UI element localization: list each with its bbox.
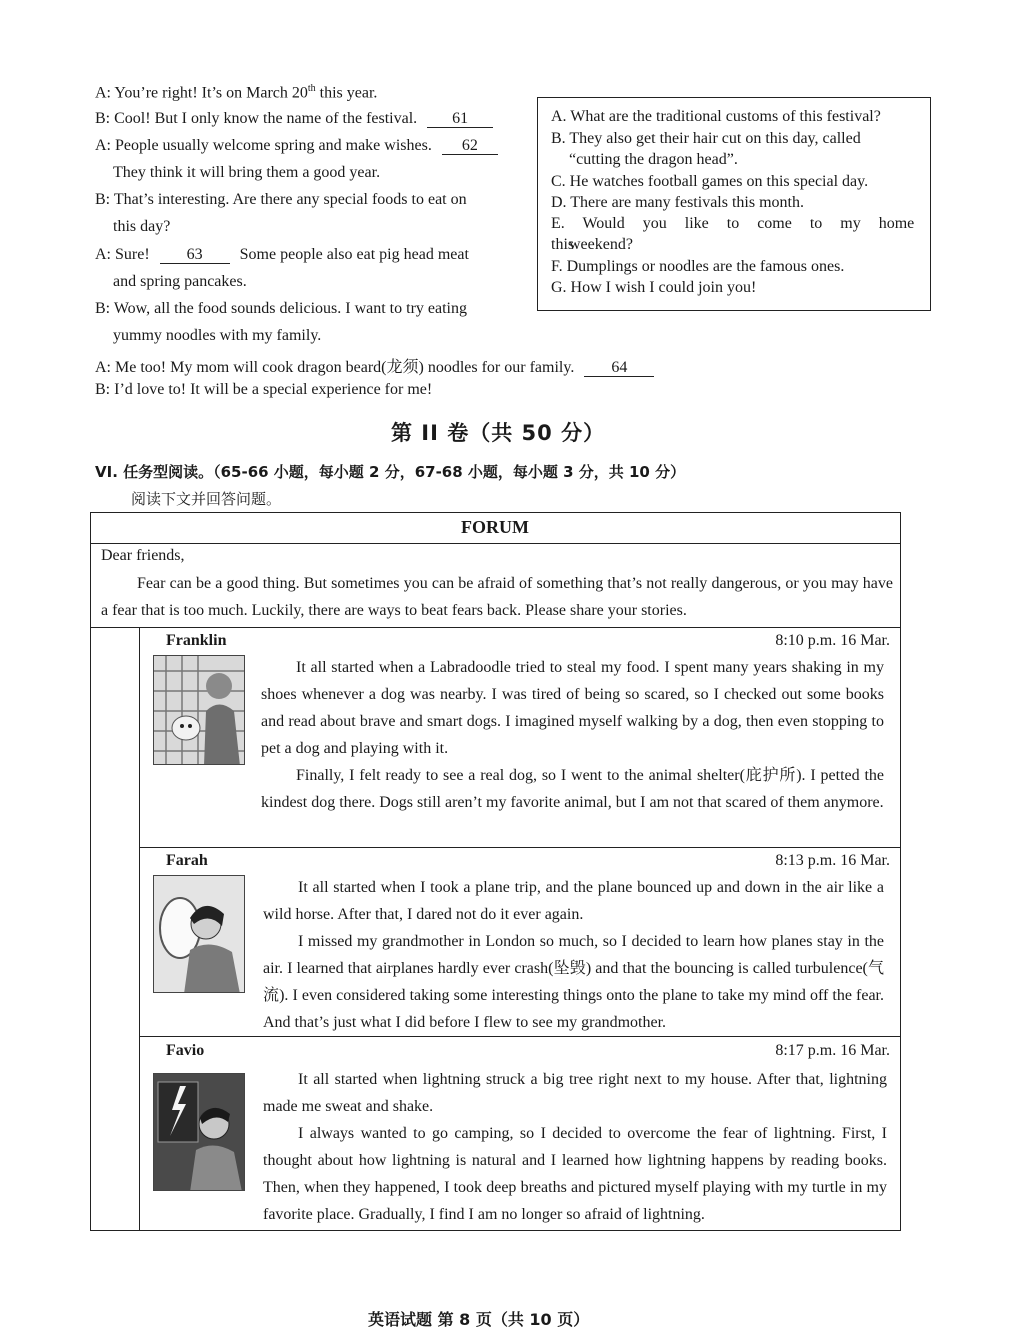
forum-title: FORUM	[461, 517, 529, 537]
forum-intro: Fear can be a good thing. But sometimes you can be afraid of something that’s not really dangerous, or you may have a fear that is too much. Luckily, there are ways to beat fears back. Please share your stories.	[101, 575, 893, 619]
option-b-cont: “cutting the dragon head”.	[569, 151, 738, 168]
task-instruction: 阅读下文并回答问题。	[131, 490, 282, 508]
dialogue-line-5: A: Sure! 63 Some people also eat pig head meat	[95, 246, 469, 263]
option-e-cont: weekend?	[569, 236, 633, 253]
favio-lightning-illustration	[153, 1073, 245, 1191]
post-author-franklin: Franklin	[166, 632, 227, 649]
post-body-favio-1: It all started when lightning struck a big tree right next to my house. After that, lightning made me sweat and shake.	[263, 1071, 887, 1115]
post-time-favio: 8:17 p.m. 16 Mar.	[775, 1042, 890, 1059]
post-body-farah-2: I missed my grandmother in London so much, so I decided to learn how planes stay in the air. I learned that airplanes hardly ever crash(坠毁) and that the bouncing is called turbulence(气流). I even considered taking some interesting things onto the plane to take my mind off the fear. And that’s just what I did before I flew to see my grandmother.	[263, 933, 885, 1031]
option-e: E. Would you like to come to my home this	[551, 215, 915, 253]
blank-64[interactable]: 64	[584, 360, 654, 377]
dialogue-line-3: A: People usually welcome spring and make wishes. 62	[95, 137, 498, 155]
blank-63[interactable]: 63	[160, 247, 230, 264]
post-body-farah-1: It all started when I took a plane trip, and the plane bounced up and down in the air like a wild horse. After that, I dared not do it ever again.	[263, 879, 884, 923]
dialogue-line-7: A: Me too! My mom will cook dragon beard(龙须) noodles for our family. 64	[95, 354, 654, 377]
post-body-franklin-1: It all started when a Labradoodle tried to steal my food. I spent many years shaking in my shoes whenever a dog was nearby. I was tired of being so scared, so I checked out some books and read about brave and smart dogs. I imagined myself walking by a dog, then even stopping to pet a dog and playing with it.	[261, 659, 884, 757]
post-author-favio: Favio	[166, 1042, 205, 1059]
post-time-farah: 8:13 p.m. 16 Mar.	[775, 852, 890, 869]
option-d: D. There are many festivals this month.	[551, 194, 804, 211]
option-a: A. What are the traditional customs of this festival?	[551, 108, 881, 125]
post-body-franklin-2: Finally, I felt ready to see a real dog, so I went to the animal shelter(庇护所). I petted the kindest dog there. Dogs still aren’t my favorite animal, but I am not that scared of them anymore.	[261, 767, 884, 811]
page-footer: 英语试题 第 8 页（共 10 页）	[368, 1310, 590, 1329]
dialogue-line-1: A: You’re right! It’s on March 20th this year.	[95, 83, 378, 102]
franklin-dog-illustration	[153, 655, 245, 765]
dialogue-line-3b: They think it will bring them a good year.	[113, 164, 381, 181]
option-c: C. He watches football games on this special day.	[551, 173, 869, 190]
options-box	[537, 97, 931, 311]
forum-title-divider	[91, 543, 900, 544]
forum-greeting: Dear friends,	[101, 547, 185, 564]
dialogue-line-2: B: Cool! But I only know the name of the festival. 61	[95, 110, 493, 128]
post-time-franklin: 8:10 p.m. 16 Mar.	[775, 632, 890, 649]
option-f: F. Dumplings or noodles are the famous ones.	[551, 258, 845, 275]
section-title: 第 II 卷（共 50 分）	[391, 421, 606, 445]
dialogue-line-5b: and spring pancakes.	[113, 273, 247, 290]
dialogue-line-6b: yummy noodles with my family.	[113, 327, 322, 344]
dialogue-line-8: B: I’d love to! It will be a special experience for me!	[95, 381, 433, 398]
farah-plane-illustration	[153, 875, 245, 993]
forum-left-column	[139, 627, 140, 1230]
post-body-favio-2: I always wanted to go camping, so I decided to overcome the fear of lightning. First, I thought about how lightning is natural and I learned how lightning happens by reading books. Then, when they happened, I took deep breaths and pictured myself playing with my turtle in my favorite place. Gradually, I find I am no longer so afraid of lightning.	[263, 1125, 887, 1223]
option-g: G. How I wish I could join you!	[551, 279, 757, 296]
post-divider-1	[139, 847, 900, 848]
blank-61[interactable]: 61	[427, 111, 493, 128]
dialogue-line-4: B: That’s interesting. Are there any special foods to eat on	[95, 191, 467, 208]
option-b: B. They also get their hair cut on this day, called	[551, 130, 861, 147]
post-divider-2	[139, 1036, 900, 1037]
dialogue-line-6: B: Wow, all the food sounds delicious. I want to try eating	[95, 300, 467, 317]
dialogue-line-4b: this day?	[113, 218, 171, 235]
blank-62[interactable]: 62	[442, 138, 498, 155]
task-heading: VI. 任务型阅读。（65-66 小题，每小题 2 分，67-68 小题，每小题 3 分，共 10 分）	[95, 463, 686, 481]
forum-table	[90, 512, 901, 1231]
post-author-farah: Farah	[166, 852, 208, 869]
forum-intro-divider	[91, 627, 900, 628]
